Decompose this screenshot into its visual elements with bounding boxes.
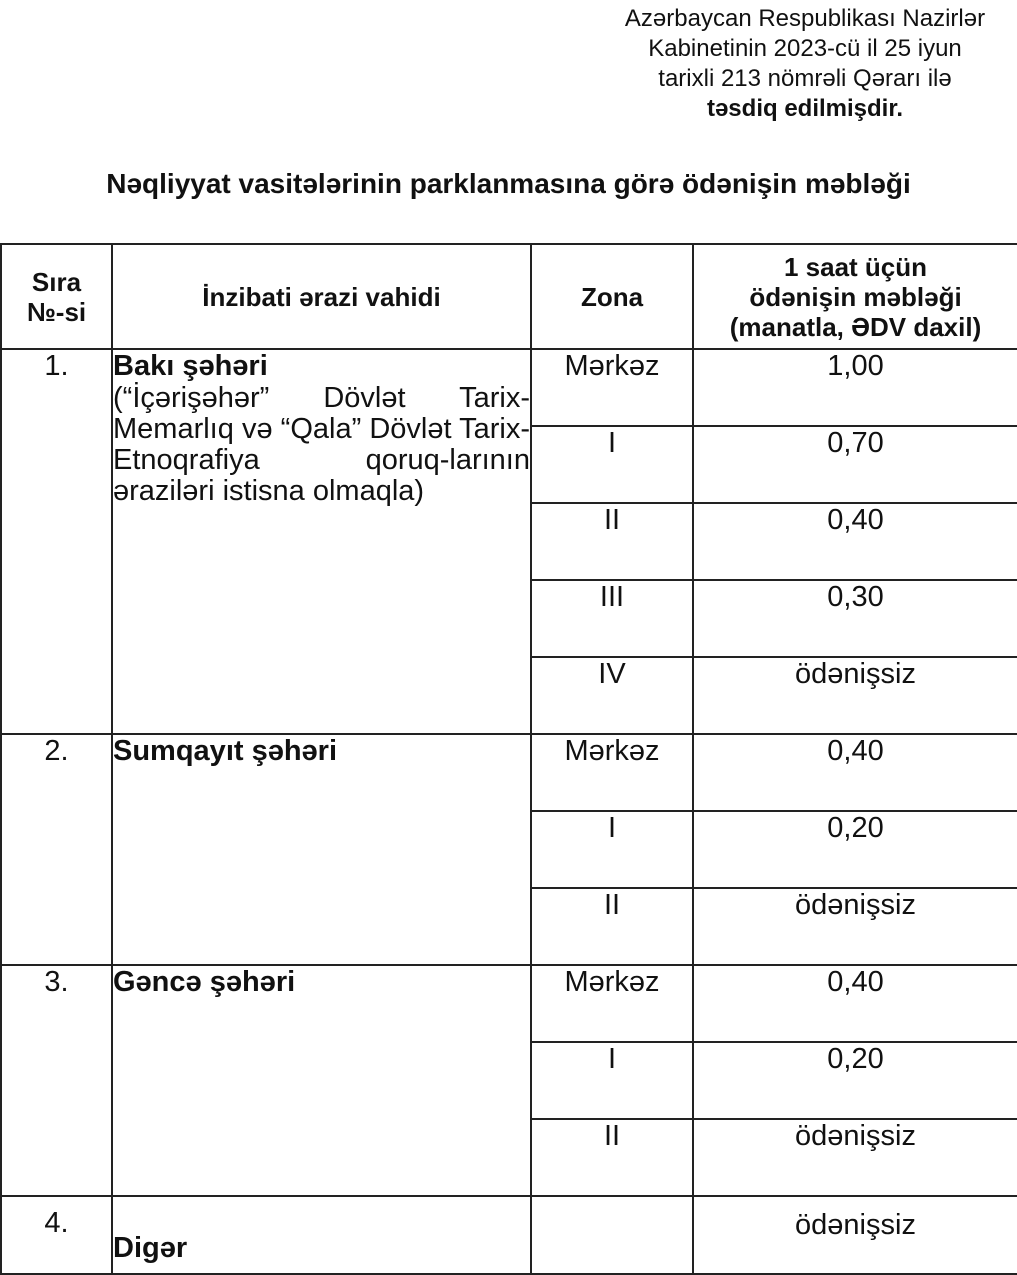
approval-line: tarixli 213 nömrəli Qərarı ilə: [658, 65, 952, 92]
zone-cell: III: [531, 580, 693, 657]
zone-cell: IV: [531, 657, 693, 734]
zone-cell: II: [531, 503, 693, 580]
row-number: 1.: [1, 349, 112, 734]
region-cell: [112, 965, 531, 1196]
header-price-line: 1 saat üçün: [783, 251, 928, 282]
price-cell: ödənişsiz: [693, 1119, 1017, 1196]
region-cell: [112, 734, 531, 965]
row-number: 4.: [1, 1196, 112, 1274]
header-region: İnzibati ərazi vahidi: [112, 244, 531, 349]
zone-cell: [531, 1196, 693, 1274]
table-row: [1, 1196, 1017, 1274]
approval-line: Azərbaycan Respublikası Nazirlər: [624, 5, 986, 32]
header-number-line: Sıra: [31, 266, 82, 297]
region-note: (“İçərişəhər” Dövlət Tarix-Memarlıq və “Qala” Dövlət Tarix-Etnoqrafiya qoruq-larının əraziləri istisna olmaqla): [113, 382, 530, 507]
price-cell: ödənişsiz: [693, 888, 1017, 965]
price-cell: 0,70: [693, 426, 1017, 503]
approval-line: Kabinetinin 2023-cü il 25 iyun: [648, 35, 962, 62]
region-name: Bakı şəhəri: [113, 350, 268, 382]
table-row: [1, 965, 1017, 1042]
region-name: Gəncə şəhəri: [113, 966, 296, 998]
price-cell: ödənişsiz: [693, 657, 1017, 734]
price-cell: 0,20: [693, 811, 1017, 888]
region-name: Digər: [113, 1232, 188, 1264]
header-number-line: №-si: [26, 296, 87, 327]
zone-cell: I: [531, 1042, 693, 1119]
header-price-line: (manatla, ƏDV daxil): [729, 311, 982, 342]
price-cell: 1,00: [693, 349, 1017, 426]
region-name: Sumqayıt şəhəri: [113, 735, 338, 767]
approval-note: [560, 4, 1017, 124]
price-cell: 0,20: [693, 1042, 1017, 1119]
zone-cell: Mərkəz: [531, 349, 693, 426]
zone-cell: Mərkəz: [531, 965, 693, 1042]
zone-cell: Mərkəz: [531, 734, 693, 811]
row-number: 3.: [1, 965, 112, 1196]
header-price: [693, 244, 1017, 349]
parking-fee-table: [0, 243, 1017, 1275]
region-cell: [112, 349, 531, 734]
zone-cell: I: [531, 811, 693, 888]
price-cell: 0,40: [693, 503, 1017, 580]
approval-line-bold: təsdiq edilmişdir.: [706, 95, 904, 122]
zone-cell: I: [531, 426, 693, 503]
zone-cell: II: [531, 1119, 693, 1196]
price-cell: 0,40: [693, 965, 1017, 1042]
zone-cell: II: [531, 888, 693, 965]
row-number: 2.: [1, 734, 112, 965]
header-zone: Zona: [531, 244, 693, 349]
table-row: [1, 734, 1017, 811]
price-cell: ödənişsiz: [693, 1196, 1017, 1274]
header-price-line: ödənişin məbləği: [749, 281, 962, 312]
table-header-row: [1, 244, 1017, 349]
header-number: [1, 244, 112, 349]
price-cell: 0,30: [693, 580, 1017, 657]
region-cell: [112, 1196, 531, 1274]
document-title: Nəqliyyat vasitələrinin parklanmasına görə ödənişin məbləği: [106, 168, 911, 199]
table-row: [1, 349, 1017, 426]
price-cell: 0,40: [693, 734, 1017, 811]
